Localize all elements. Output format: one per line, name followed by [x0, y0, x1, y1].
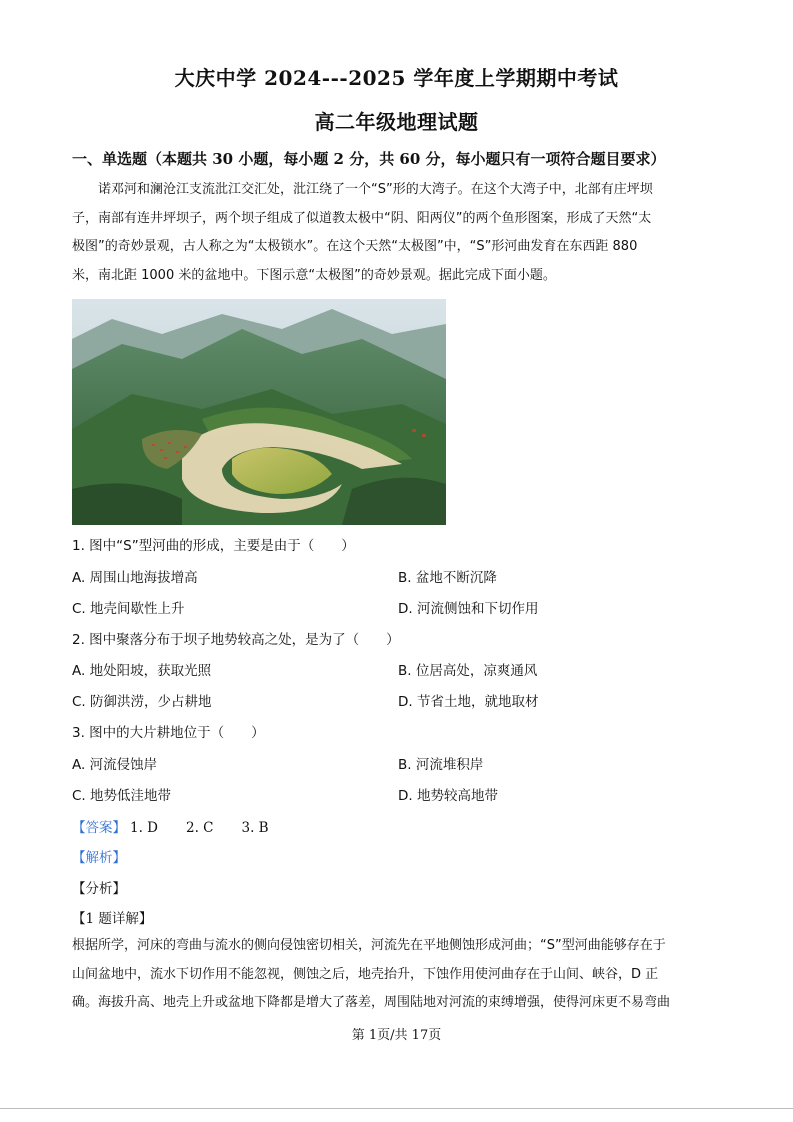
taiji-landscape-photo: [72, 299, 446, 525]
passage: [72, 176, 722, 290]
page-number: 第 1页/共 17页: [351, 1028, 442, 1043]
question-2-option-b[interactable]: B. 位居高处，凉爽通风: [398, 663, 538, 679]
question-1-option-b[interactable]: B. 盆地不断沉降: [398, 570, 497, 586]
question-3-option-a[interactable]: A. 河流侵蚀岸: [72, 757, 158, 773]
question-1-stem: 1. 图中“S”型河曲的形成，主要是由于（ ）: [72, 538, 355, 554]
analysis-tag: 【解析】: [72, 850, 126, 866]
question-1-option-a[interactable]: A. 周围山地海拔增高: [72, 570, 198, 586]
question-2-stem: 2. 图中聚落分布于坝子地势较高之处，是为了（ ）: [72, 632, 400, 648]
passage-line-4: 米，南北距 1000 米的盆地中。下图示意“太极图”的奇妙景观。据此完成下面小题。: [72, 267, 556, 283]
question-1-option-d[interactable]: D. 河流侧蚀和下切作用: [398, 601, 539, 617]
analysis-line-2: 山间盆地中，流水下切作用不能忽视，侧蚀之后，地壳抬升，下蚀作用使河曲存在于山间、峡谷，D 正: [72, 966, 659, 982]
question-2-option-d[interactable]: D. 节省土地，就地取材: [398, 694, 539, 710]
question-1-option-c[interactable]: C. 地壳间歇性上升: [72, 601, 185, 617]
exam-subtitle: 高二年级地理试题: [314, 110, 479, 134]
answer-item-1: 1. D: [130, 820, 158, 836]
answer-tag: 【答案】: [72, 820, 126, 836]
fenxi-tag: 【分析】: [72, 881, 126, 897]
analysis-line-1: 根据所学，河床的弯曲与流水的侧向侵蚀密切相关，河流先在平地侧蚀形成河曲；“S”型河曲能够存在于: [72, 938, 666, 953]
analysis-detail: [72, 932, 722, 1018]
analysis-line-3: 确。海拔升高、地壳上升或盆地下降都是增大了落差，周围陆地对河流的束缚增强，使得河床更不易弯曲: [72, 995, 671, 1010]
question-3-stem: 3. 图中的大片耕地位于（ ）: [72, 725, 265, 741]
exam-title: 大庆中学 2024---2025 学年度上学期期中考试: [174, 66, 619, 90]
passage-line-1: 诺邓河和澜沧江支流沘江交汇处，沘江绕了一个“S”形的大湾子。在这个大湾子中，北部有庄坪坝: [98, 182, 653, 197]
question-2-option-c[interactable]: C. 防御洪涝，少占耕地: [72, 694, 212, 710]
detail-1-tag: 【1 题详解】: [72, 911, 153, 927]
passage-line-3: 极图”的奇妙景观，古人称之为“太极锁水”。在这个天然“太极图”中，“S”形河曲发育在东西距 880: [72, 239, 638, 254]
answer-item-3: 3. B: [241, 820, 269, 836]
answer-item-2: 2. C: [186, 820, 214, 836]
question-3-option-d[interactable]: D. 地势较高地带: [398, 788, 498, 804]
question-3-option-c[interactable]: C. 地势低洼地带: [72, 788, 172, 804]
passage-line-2: 子，南部有连井坪坝子，两个坝子组成了似道教太极中“阴、阳两仪”的两个鱼形图案，形成了天然“太: [72, 210, 652, 226]
question-2-option-a[interactable]: A. 地处阳坡，获取光照: [72, 663, 212, 679]
section-heading: 一、单选题（本题共 30 小题，每小题 2 分，共 60 分，每小题只有一项符合题目要求）: [72, 150, 666, 168]
page-bottom-divider: [0, 1108, 793, 1109]
answer-row: [72, 816, 269, 836]
question-3-option-b[interactable]: B. 河流堆积岸: [398, 757, 484, 773]
